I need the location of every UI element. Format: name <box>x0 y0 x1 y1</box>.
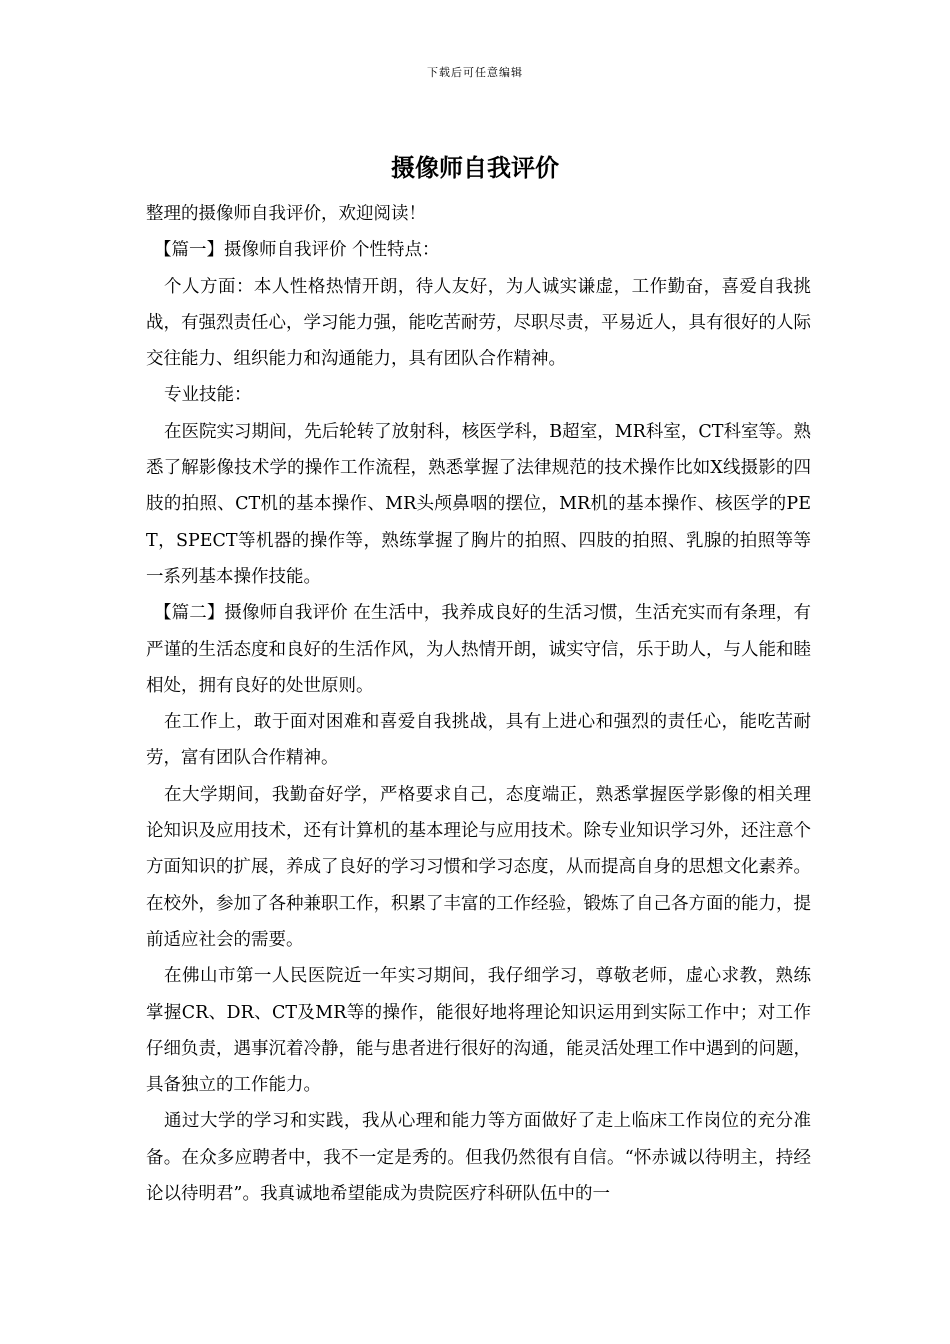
document-body <box>146 196 811 1212</box>
section-heading-2-paragraph: 【篇二】摄像师自我评价 在生活中，我养成良好的生活习惯，生活充实而有条理，有严谨的生活态度和良好的生活作风，为人热情开朗，诚实守信，乐于助人，与人能和睦相处，拥有良好的处世原则。 <box>146 603 811 696</box>
section-heading-1: 【篇一】摄像师自我评价 个性特点： <box>154 240 440 261</box>
intro-paragraph: 整理的摄像师自我评价，欢迎阅读！ <box>146 204 426 224</box>
body-paragraph: 在工作上，敢于面对困难和喜爱自我挑战，具有上进心和强烈的责任心，能吃苦耐劳，富有团队合作精神。 <box>146 712 811 769</box>
subheading-skills: 专业技能： <box>164 385 252 406</box>
header-note: 下载后可任意编辑 <box>427 66 523 79</box>
document-title: 摄像师自我评价 <box>391 153 559 182</box>
body-paragraph: 在大学期间，我勤奋好学，严格要求自己，态度端正，熟悉掌握医学影像的相关理论知识及应用技术，还有计算机的基本理论与应用技术。除专业知识学习外，还注意个方面知识的扩展，养成了良好的学习习惯和学习态度，从而提高自身的思想文化素养。在校外，参加了各种兼职工作，积累了丰富的工作经验，锻炼了自己各方面的能力，提前适应社会的需要。 <box>146 784 811 950</box>
body-paragraph: 个人方面：本人性格热情开朗，待人友好，为人诚实谦虚，工作勤奋，喜爱自我挑战，有强烈责任心，学习能力强，能吃苦耐劳，尽职尽责，平易近人，具有很好的人际交往能力、组织能力和沟通能力，具有团队合作精神。 <box>146 276 811 370</box>
body-paragraph: 在佛山市第一人民医院近一年实习期间，我仔细学习，尊敬老师，虚心求教，熟练掌握CR、DR、CT及MR等的操作，能很好地将理论知识运用到实际工作中；对工作仔细负责，遇事沉着冷静，能与患者进行很好的沟通，能灵活处理工作中遇到的问题，具备独立的工作能力。 <box>146 966 811 1096</box>
body-paragraph: 通过大学的学习和实践，我从心理和能力等方面做好了走上临床工作岗位的充分准备。在众多应聘者中，我不一定是秀的。但我仍然很有自信。“怀赤诚以待明主，持经论以待明君”。我真诚地希望能成为贵院医疗科研队伍中的一 <box>146 1111 811 1205</box>
body-paragraph: 在医院实习期间，先后轮转了放射科，核医学科，B超室，MR科室，CT科室等。熟悉了解影像技术学的操作工作流程，熟悉掌握了法律规范的技术操作比如X线摄影的四肢的拍照、CT机的基本操作、MR头颅鼻咽的摆位，MR机的基本操作、核医学的PET，SPECT等机器的操作等，熟练掌握了胸片的拍照、四肢的拍照、乳腺的拍照等等一系列基本操作技能。 <box>146 421 811 587</box>
